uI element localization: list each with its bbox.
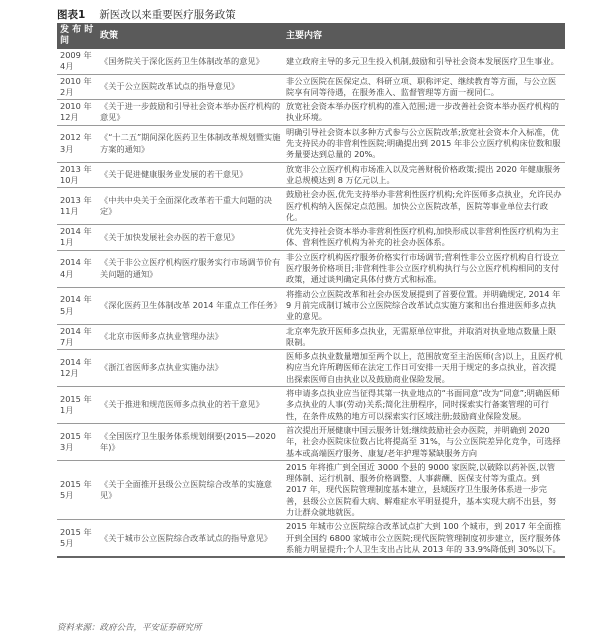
cell-content: 将推动公立医院改革和社会办医发展提到了首要位置。并明确规定, 2014 年 9 月前完成制订城市公立医院综合改革试点实施方案和出台推进医师多点执业的意见。 bbox=[283, 287, 565, 324]
cell-policy: 《关于全面推开县级公立医院综合改革的实施意见》 bbox=[97, 460, 283, 519]
cell-content: 北京率先放开医师多点执业，无需原单位审批，并取消对执业地点数量上限限制。 bbox=[283, 324, 565, 350]
cell-content: 2015 年城市公立医院综合改革试点扩大到 100 个城市，到 2017 年全面推开到全国约 6800 家城市公立医院;现代医院管理制度初步建立，医疗服务体系能力明显提升;个人卫生支出占比从 2013 年的 33.9%降低到 30%以下。 bbox=[283, 520, 565, 557]
table-row bbox=[57, 350, 565, 387]
cell-policy: 《关于进一步鼓励和引导社会资本举办医疗机构的意见》 bbox=[97, 100, 283, 126]
cell-content: 放宽社会资本举办医疗机构的准入范围;进一步改善社会资本举办医疗机构的执业环境。 bbox=[283, 100, 565, 126]
cell-content: 优先支持社会资本举办非营利性医疗机构,加快形成以非营利性医疗机构为主体、营利性医疗机构为补充的社会办医体系。 bbox=[283, 225, 565, 251]
cell-policy: 《国务院关于深化医药卫生体制改革的意见》 bbox=[97, 49, 283, 74]
cell-content: 非公立医疗机构医疗服务价格实行市场调节;营利性非公立医疗机构自行设立医疗服务价格项目;非营利性非公立医疗机构执行与公立医疗机构相同的支付政策，通过谈判确定具体付费方式和标准。 bbox=[283, 250, 565, 287]
cell-time: 2013 年 10月 bbox=[57, 162, 97, 188]
cell-time: 2014 年 7月 bbox=[57, 324, 97, 350]
table-row bbox=[57, 423, 565, 460]
cell-policy: 《全国医疗卫生服务体系规划纲要(2015—2020 年)》 bbox=[97, 423, 283, 460]
cell-time: 2013 年 11月 bbox=[57, 188, 97, 225]
cell-time: 2010 年 12月 bbox=[57, 100, 97, 126]
cell-time: 2014 年 1月 bbox=[57, 225, 97, 251]
table-row bbox=[57, 225, 565, 251]
cell-time: 2015 年 3月 bbox=[57, 423, 97, 460]
table-row bbox=[57, 250, 565, 287]
table-row bbox=[57, 387, 565, 424]
cell-time: 2015 年 5月 bbox=[57, 460, 97, 519]
cell-content: 鼓励社会办医,优先支持举办非营利性医疗机构;允许医师多点执业，允许民办医疗机构纳入医保定点范围。加快公立医院改革，医院等事业单位去行政化。 bbox=[283, 188, 565, 225]
cell-time: 2009 年 4月 bbox=[57, 49, 97, 74]
cell-policy: 《“十二五”期间深化医药卫生体制改革规划暨实施方案的通知》 bbox=[97, 125, 283, 162]
cell-time: 2014 年 12月 bbox=[57, 350, 97, 387]
header-policy: 政策 bbox=[97, 23, 283, 49]
cell-time: 2015 年 1月 bbox=[57, 387, 97, 424]
cell-policy: 《关于推进和规范医师多点执业的若干意见》 bbox=[97, 387, 283, 424]
table-header-row bbox=[57, 23, 565, 49]
cell-content: 非公立医院在医保定点、科研立项、职称评定、继续教育等方面，与公立医院享有同等待遇，在服务准入、监督管理等方面一视同仁。 bbox=[283, 74, 565, 100]
cell-time: 2014 年 5月 bbox=[57, 287, 97, 324]
cell-time: 2012 年 3月 bbox=[57, 125, 97, 162]
cell-policy: 《关于促进健康服务业发展的若干意见》 bbox=[97, 162, 283, 188]
cell-time: 2014 年 4月 bbox=[57, 250, 97, 287]
cell-time: 2015 年 5月 bbox=[57, 520, 97, 557]
cell-content: 医师多点执业数量增加至两个以上，范围放宽至主治医师(含)以上，且医疗机构应当允许所聘医师在法定工作日可安排一天用于规定的多点执业，首次提出探索医师自由执业以及鼓励商业保险发展。 bbox=[283, 350, 565, 387]
cell-content: 明确引导社会资本以多种方式参与公立医院改革;放宽社会资本介入标准，优先支持民办的非营利性医院;明确提出到 2015 年非公立医疗机构床位数和服务量要达到总量的 20%。 bbox=[283, 125, 565, 162]
table-row bbox=[57, 324, 565, 350]
cell-content: 2015 年将推广到全国近 3000 个县的 9000 家医院,以破除以药补医,以管理体制、运行机制、服务价格调整、人事薪酬、医保支付等为重点。到 2017 年，现代医院管理制度基本建立，县域医疗卫生服务体系进一步完善，县级公立医院看大病、解难症水平明显提升，基本实现大病不出县，努力让群众就地就医。 bbox=[283, 460, 565, 519]
policy-table bbox=[57, 23, 565, 558]
cell-policy: 《关于城市公立医院综合改革试点的指导意见》 bbox=[97, 520, 283, 557]
table-row bbox=[57, 460, 565, 519]
table-row bbox=[57, 49, 565, 74]
source-note: 资料来源：政府公告，平安证券研究所 bbox=[57, 623, 202, 633]
header-time: 发 布 时间 bbox=[57, 23, 97, 49]
cell-policy: 《关于加快发展社会办医的若干意见》 bbox=[97, 225, 283, 251]
table-row bbox=[57, 125, 565, 162]
table-row bbox=[57, 520, 565, 557]
cell-policy: 《关于非公立医疗机构医疗服务实行市场调节价有关问题的通知》 bbox=[97, 250, 283, 287]
cell-content: 放宽非公立医疗机构市场准入以及完善财税价格政策;提出 2020 年健康服务业总规模达到 8 万亿元以上。 bbox=[283, 162, 565, 188]
cell-content: 将申请多点执业应当征得其第一执业地点的“书面同意”改为“同意”;明确医师多点执业的人事(劳动)关系;简化注册程序，同时探索实行备案管理的可行性，在条件成熟的地方可以探索实行区域注册;鼓励商业保险发展。 bbox=[283, 387, 565, 424]
cell-policy: 《浙江省医师多点执业实施办法》 bbox=[97, 350, 283, 387]
figure-title bbox=[57, 6, 236, 22]
table-row bbox=[57, 188, 565, 225]
cell-policy: 《中共中央关于全面深化改革若干重大问题的决定》 bbox=[97, 188, 283, 225]
cell-content: 建立政府主导的多元卫生投入机制,鼓励和引导社会资本发展医疗卫生事业。 bbox=[283, 49, 565, 74]
table-row bbox=[57, 287, 565, 324]
table-row bbox=[57, 74, 565, 100]
header-content: 主要内容 bbox=[283, 23, 565, 49]
cell-policy: 《深化医药卫生体制改革 2014 年重点工作任务》 bbox=[97, 287, 283, 324]
cell-content: 首次提出开展健康中国云服务计划;继续鼓励社会办医院，并明确到 2020 年，社会办医院床位数占比将提高至 31%，与公立医院差异化竞争，可选择基本或高端医疗服务、康复/老年护理等紧缺服务方向 bbox=[283, 423, 565, 460]
table-row bbox=[57, 100, 565, 126]
cell-time: 2010 年 2月 bbox=[57, 74, 97, 100]
cell-policy: 《北京市医师多点执业管理办法》 bbox=[97, 324, 283, 350]
table-row bbox=[57, 162, 565, 188]
figure-caption: 新医改以来重要医疗服务政策 bbox=[99, 8, 236, 21]
figure-label: 图表1 bbox=[57, 8, 86, 21]
cell-policy: 《关于公立医院改革试点的指导意见》 bbox=[97, 74, 283, 100]
